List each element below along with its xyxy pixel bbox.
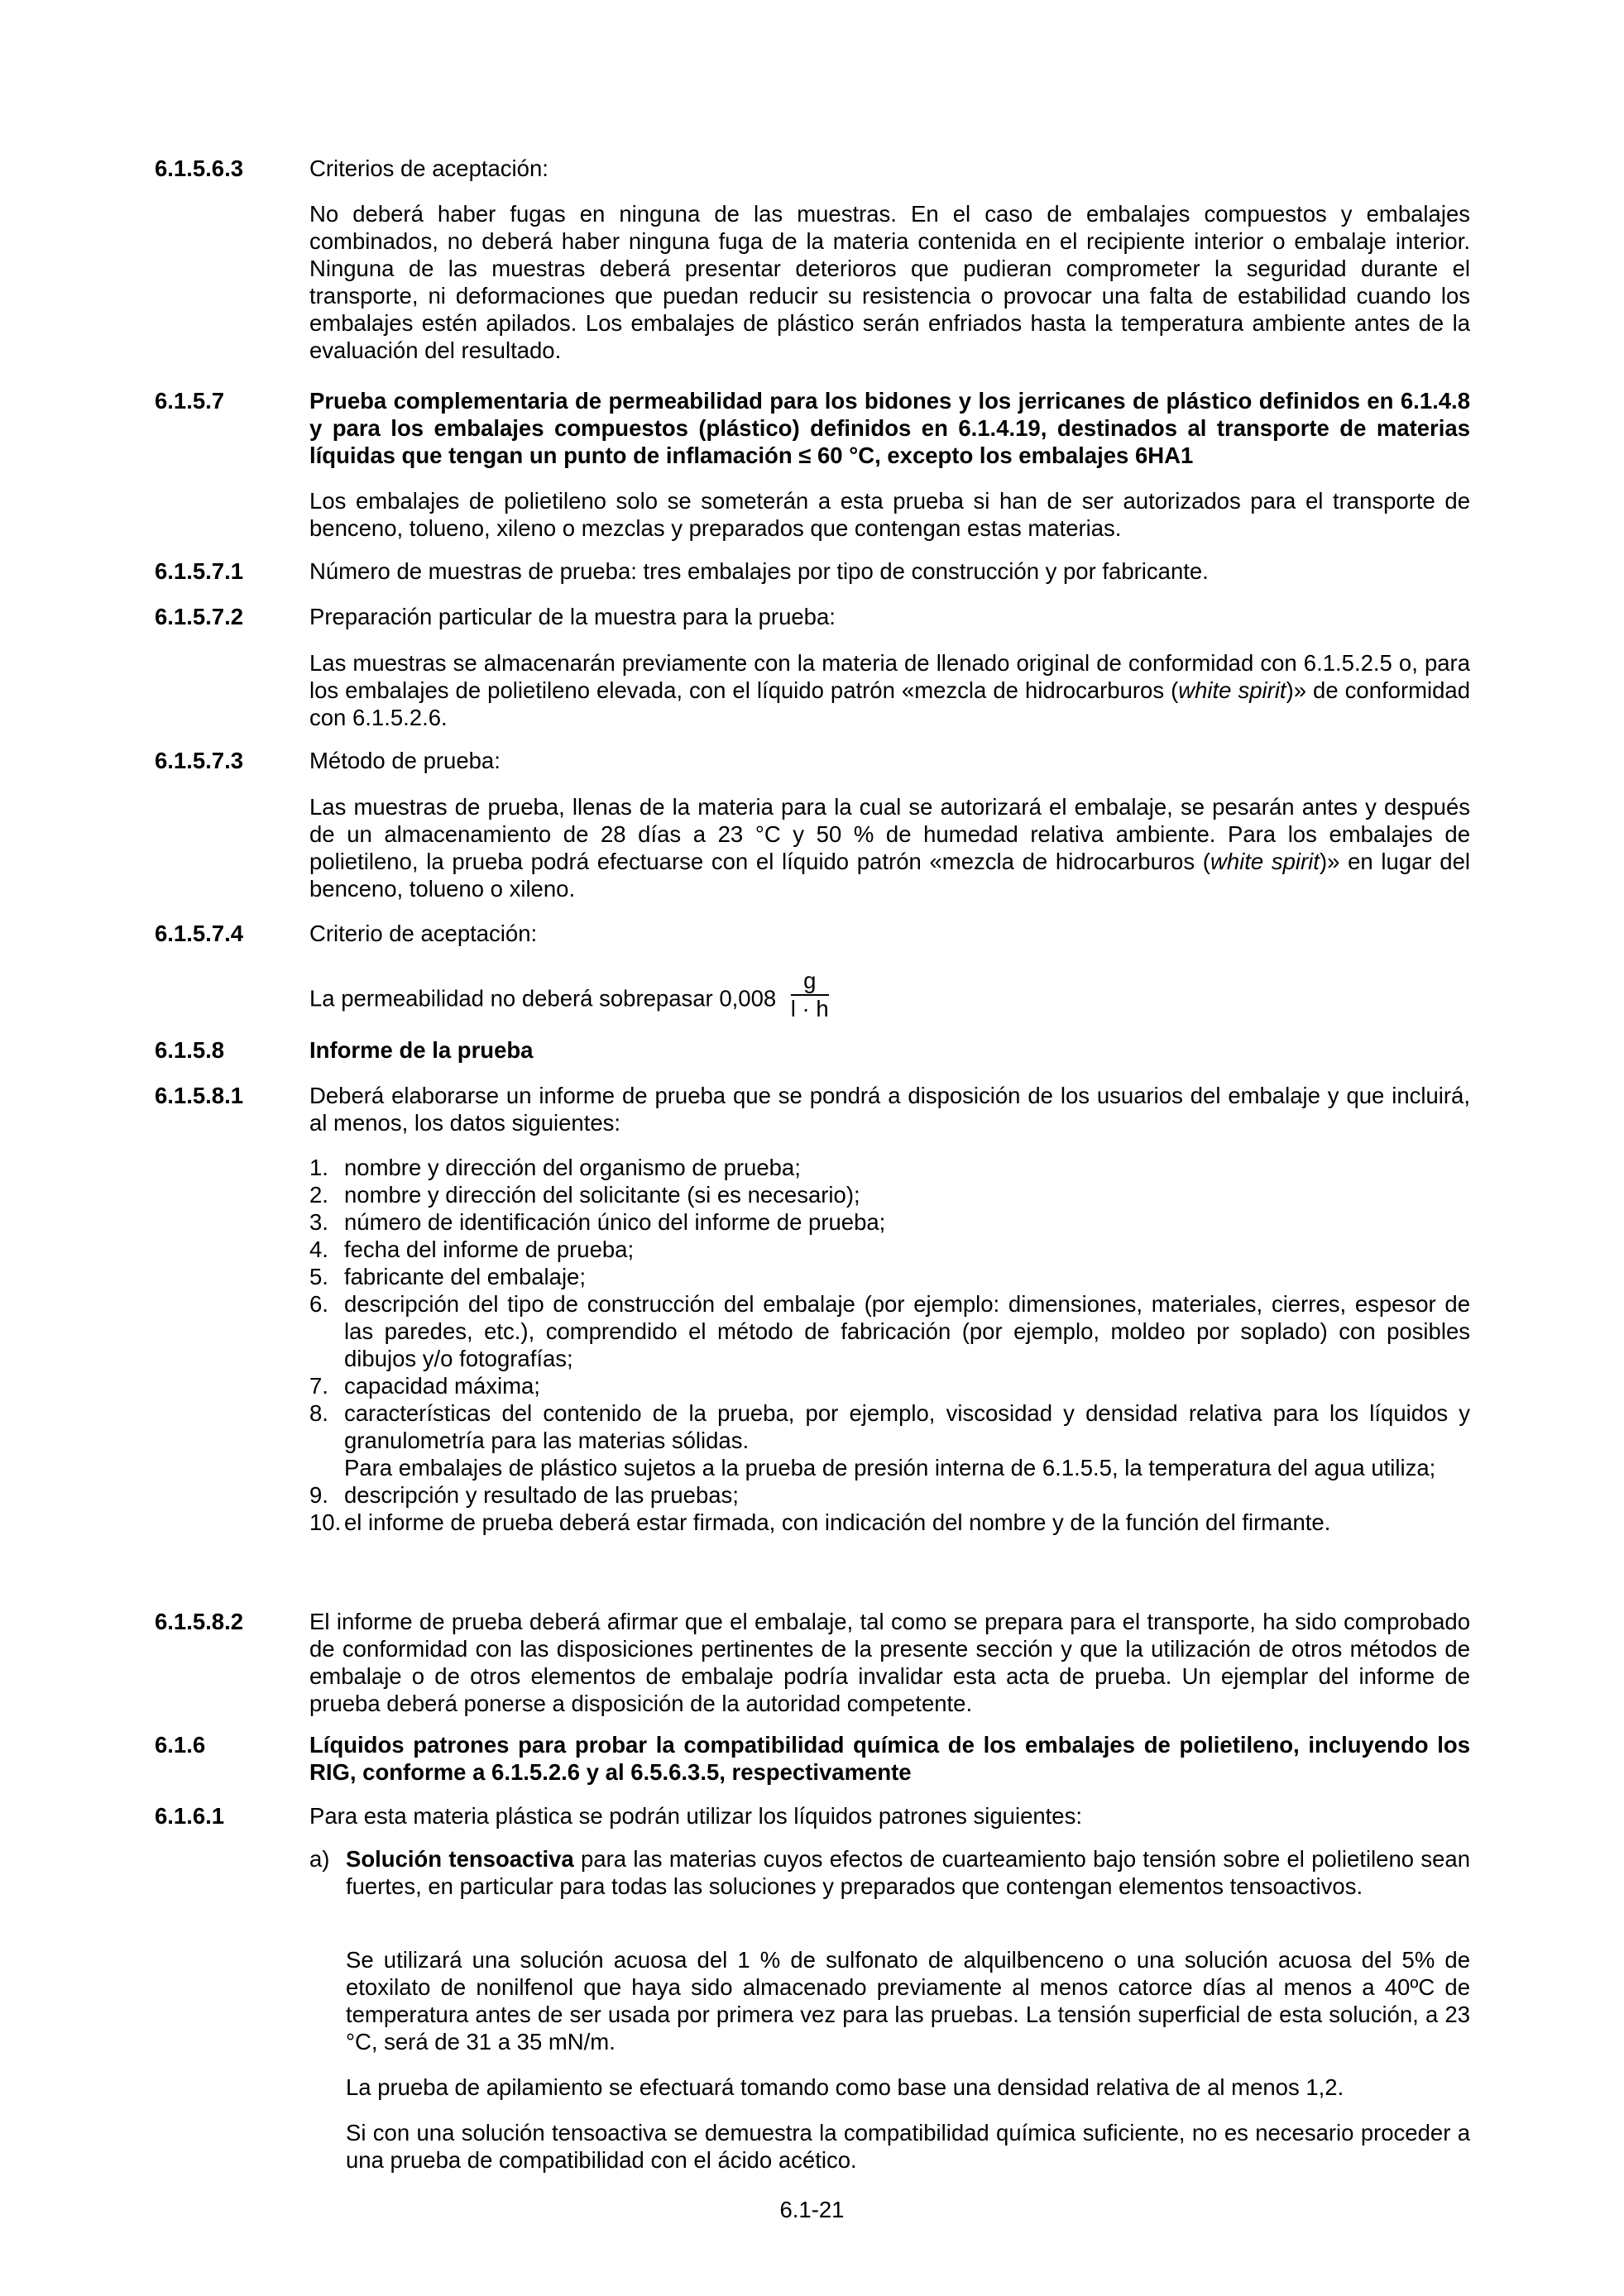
italic-term: white spirit	[1210, 849, 1320, 874]
list-number: 8.	[309, 1400, 328, 1426]
section-number: 6.1.6	[155, 1732, 206, 1758]
section-text: Para esta materia plástica se podrán utilizar los líquidos patrones siguientes:	[309, 1803, 1082, 1829]
list-number: 2.	[309, 1182, 328, 1208]
list-text: fabricante del embalaje;	[344, 1264, 586, 1289]
paragraph-sample-preparation	[309, 649, 1470, 731]
paragraph-acceptance-criteria: No deberá haber fugas en ninguna de las muestras. En el caso de embalajes compuestos y embalajes combinados, no deberá haber ninguna fuga de la materia contenida en el recipiente interior o embalaje interior. Ninguna de las muestras deberá presentar deterioros que pudieran comprometer la seguridad durante el transporte, ni deformaciones que puedan reducir su resistencia o provocar una falta de estabilidad cuando los embalajes estén apilados. Los embalajes de plástico serán enfriados hasta la temperatura ambiente antes de la evaluación del resultado.	[309, 201, 1470, 363]
section-number: 6.1.5.8.1	[155, 1083, 244, 1108]
list-item	[309, 1372, 1470, 1399]
paragraph-polyethylene: Los embalajes de polietileno solo se someterán a esta prueba si han de ser autorizados para el transporte de benceno, tolueno, xileno o mezclas y preparados que contengan estas materias.	[309, 488, 1470, 541]
list-item	[309, 1154, 1470, 1181]
formula-line	[309, 968, 1470, 1027]
list-item	[309, 1263, 1470, 1290]
paragraph-solution: Se utilizará una solución acuosa del 1 % de sulfonato de alquilbenceno o una solución acuosa del 5% de etoxilato de nonilfenol que haya sido almacenado previamente al menos catorce días al menos a 40ºC de temperatura antes de ser usada por primera vez para las pruebas. La tensión superficial de esta solución, a 23 °C, será de 31 a 35 mN/m.	[346, 1947, 1470, 2054]
paragraph-compatibility: Si con una solución tensoactiva se demuestra la compatibilidad química suficiente, no es necesario proceder a una prueba de compatibilidad con el ácido acético.	[346, 2120, 1470, 2173]
list-item	[309, 1399, 1470, 1481]
fraction-numerator: g	[791, 968, 829, 996]
section-heading: Criterios de aceptación:	[309, 155, 549, 181]
section-heading: Líquidos patrones para probar la compatibilidad química de los embalajes de polietileno, incluyendo los RIG, conforme a 6.1.5.2.6 y al 6.5.6.3.5, respectivamente	[309, 1732, 1470, 1785]
list-item	[309, 1208, 1470, 1236]
text-run: Las muestras de prueba, llenas de la materia para la cual se autorizará el embalaje, se pesarán antes y después de un almacenamiento de 28 días a 23 °C y 50 % de humedad relativa ambiente. Para los embalajes de polietileno, la prueba podrá efectuarse con el líquido patrón «mezcla de hidrocarburos (	[309, 794, 1470, 874]
list-number: 6.	[309, 1291, 328, 1317]
section-number: 6.1.5.8	[155, 1037, 225, 1063]
list-text: capacidad máxima;	[344, 1373, 540, 1399]
text-run: Las muestras se almacenarán previamente con la materia de llenado original de conformidad con 6.1.5.2.5 o, para los embalajes de polietileno elevada, con el líquido patrón «mezcla de hidrocarburos (	[309, 650, 1470, 703]
fraction-denominator: l · h	[790, 996, 829, 1021]
list-item	[309, 1290, 1470, 1372]
paragraph-stacking: La prueba de apilamiento se efectuará tomando como base una densidad relativa de al menos 1,2.	[346, 2074, 1344, 2100]
list-text: el informe de prueba deberá estar firmada, con indicación del nombre y de la función del firmante.	[344, 1509, 1331, 1535]
report-data-list	[309, 1154, 1470, 1536]
italic-term: white spirit	[1178, 677, 1286, 703]
section-text: El informe de prueba deberá afirmar que el embalaje, tal como se prepara para el transporte, ha sido comprobado de conformidad con las disposiciones pertinentes de la presente sección y que la utilización de otros métodos de embalaje o de otros elementos de embalaje podría invalidar esta acta de prueba. Un ejemplar del informe de prueba deberá ponerse a disposición de la autoridad competente.	[309, 1609, 1470, 1716]
list-text: nombre y dirección del solicitante (si es necesario);	[344, 1182, 860, 1208]
list-number: 1.	[309, 1155, 328, 1180]
list-item	[309, 1181, 1470, 1208]
list-item	[309, 1481, 1470, 1509]
fraction	[791, 968, 829, 1022]
section-text: Número de muestras de prueba: tres embalajes por tipo de construcción y por fabricante.	[309, 558, 1209, 584]
list-text: fecha del informe de prueba;	[344, 1236, 635, 1262]
section-heading: Criterio de aceptación:	[309, 921, 538, 946]
list-number: 3.	[309, 1209, 328, 1235]
list-label: a)	[309, 1846, 330, 1872]
section-number: 6.1.6.1	[155, 1803, 225, 1829]
list-subtext: Para embalajes de plástico sujetos a la prueba de presión interna de 6.1.5.5, la temperatura del agua utiliza;	[344, 1455, 1436, 1480]
bold-term: Solución tensoactiva	[346, 1846, 574, 1872]
section-heading: Preparación particular de la muestra para la prueba:	[309, 604, 836, 629]
formula-text: La permeabilidad no deberá sobrepasar 0,008	[309, 985, 777, 1012]
section-heading: Informe de la prueba	[309, 1037, 534, 1063]
section-number: 6.1.5.7.1	[155, 558, 244, 584]
section-number: 6.1.5.8.2	[155, 1609, 244, 1634]
list-number: 10.	[309, 1509, 342, 1535]
section-number: 6.1.5.7.3	[155, 748, 244, 773]
page-number: 6.1-21	[779, 2197, 845, 2222]
section-number: 6.1.5.7	[155, 388, 225, 414]
section-number: 6.1.5.7.2	[155, 604, 244, 629]
list-item-a	[309, 1845, 1470, 1900]
text-run: )» de conformidad con 6.1.5.2.6.	[309, 677, 1471, 730]
text-run: )» en lugar del benceno, tolueno o xileno.	[309, 849, 1470, 902]
section-text: Deberá elaborarse un informe de prueba que se pondrá a disposición de los usuarios del embalaje y que incluirá, al menos, los datos siguientes:	[309, 1083, 1470, 1136]
list-text: descripción del tipo de construcción del embalaje (por ejemplo: dimensiones, materiales, cierres, espesor de las paredes, etc.), comprendido el método de fabricación (por ejemplo, moldeo por soplado) con posibles dibujos y/o fotografías;	[344, 1291, 1470, 1371]
text-run: para las materias cuyos efectos de cuarteamiento bajo tensión sobre el polietileno sean fuertes, en particular para todas las soluciones y preparados que contengan elementos tensoactivos.	[346, 1846, 1470, 1899]
paragraph-test-method	[309, 793, 1470, 902]
list-item	[309, 1236, 1470, 1263]
list-text: número de identificación único del informe de prueba;	[344, 1209, 886, 1235]
list-number: 5.	[309, 1264, 328, 1289]
section-heading: Prueba complementaria de permeabilidad para los bidones y los jerricanes de plástico definidos en 6.1.4.8 y para los embalajes compuestos (plástico) definidos en 6.1.4.19, destinados al transporte de materias líquidas que tengan un punto de inflamación ≤ 60 °C, excepto los embalajes 6HA1	[309, 388, 1470, 468]
section-number: 6.1.5.6.3	[155, 155, 244, 181]
list-number: 7.	[309, 1373, 328, 1399]
list-text: características del contenido de la prueba, por ejemplo, viscosidad y densidad relativa para los líquidos y granulometría para las materias sólidas.	[344, 1400, 1470, 1453]
section-heading: Método de prueba:	[309, 748, 501, 773]
list-body	[346, 1845, 1470, 1900]
list-number: 4.	[309, 1236, 328, 1262]
list-text: nombre y dirección del organismo de prueba;	[344, 1155, 801, 1180]
list-number: 9.	[309, 1482, 328, 1508]
list-text: descripción y resultado de las pruebas;	[344, 1482, 739, 1508]
section-number: 6.1.5.7.4	[155, 921, 244, 946]
list-item	[309, 1509, 1470, 1536]
